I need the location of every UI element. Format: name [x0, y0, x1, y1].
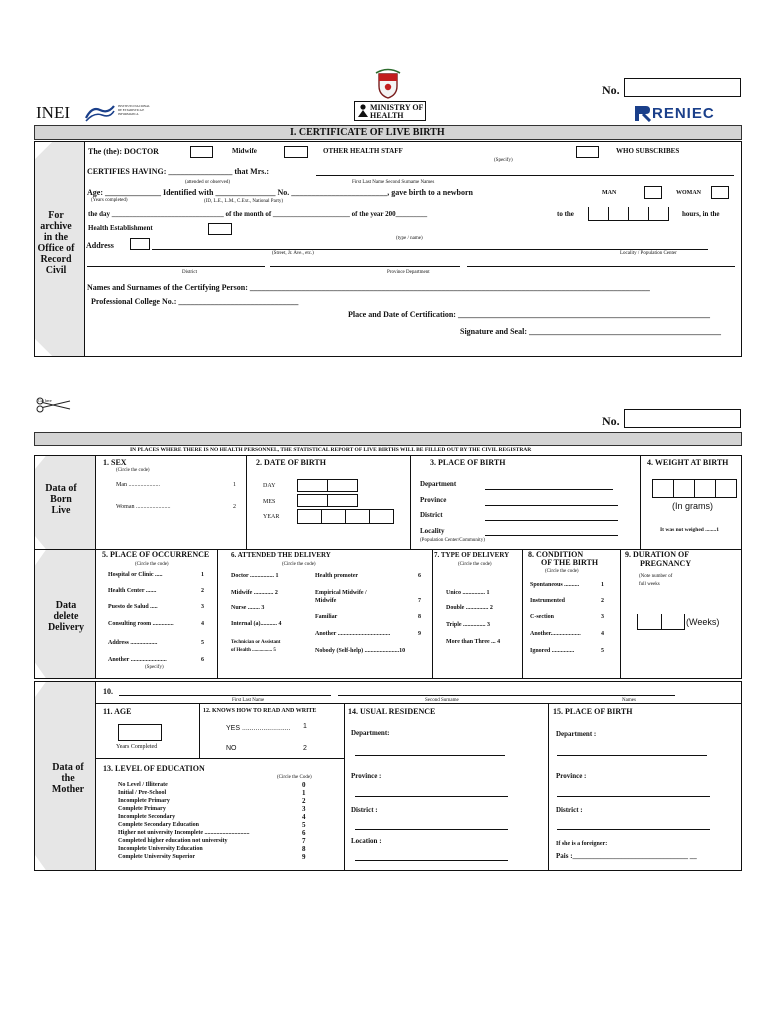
- attended-empirical-line2[interactable]: Midwife: [315, 598, 337, 604]
- weeks-caption: (Weeks): [686, 617, 720, 627]
- reniec-logo: [634, 104, 742, 122]
- month-box[interactable]: [327, 494, 358, 507]
- mother-age-box[interactable]: [118, 724, 162, 741]
- attended-familiar[interactable]: Familiar: [315, 614, 338, 620]
- pob-department-line[interactable]: [485, 489, 613, 490]
- born-side-divider: [95, 455, 96, 550]
- education-code[interactable]: 9: [302, 853, 306, 861]
- attended-caption: (attended or observed): [185, 180, 230, 185]
- weight-title: 4. WEIGHT AT BIRTH: [647, 458, 729, 467]
- attended-empirical-code[interactable]: 7: [418, 598, 421, 604]
- born-col-divider: [246, 455, 247, 550]
- weight-box[interactable]: [673, 479, 695, 498]
- residence-department-line[interactable]: [355, 755, 505, 756]
- mother-pob-province-label: Province :: [556, 772, 587, 780]
- occurrence-code[interactable]: 6: [201, 657, 204, 663]
- hours-label: hours, in the: [682, 210, 720, 218]
- ministry-logo: [354, 101, 426, 121]
- professional-college-label: Professional College No.: ______________________________: [91, 297, 299, 306]
- usual-residence-title: 14. USUAL RESIDENCE: [348, 707, 436, 716]
- residence-province-label: Province :: [351, 772, 382, 780]
- year-label: YEAR: [263, 514, 280, 520]
- ministry-logo-text: MINISTRY OF HEALTH: [370, 103, 424, 120]
- doctor-label: The (the): DOCTOR: [88, 147, 159, 156]
- pob-district-line[interactable]: [485, 520, 618, 521]
- specify-caption: (Specify): [494, 158, 513, 163]
- type-double[interactable]: Double ............... 2: [446, 605, 493, 611]
- type-circle-caption: (Circle the code): [458, 562, 492, 567]
- occurrence-option[interactable]: Another ........................: [108, 657, 167, 663]
- condition-circle-caption: (Circle the code): [545, 569, 579, 574]
- occurrence-option[interactable]: Consulting room ..............: [108, 621, 174, 627]
- second-surname-caption: Second Surname: [425, 698, 459, 703]
- who-subscribes-label: WHO SUBSCRIBES: [616, 147, 680, 155]
- signature-seal-label: Signature and Seal: ________________________________________________: [460, 327, 721, 336]
- population-center-caption: (Population Center/Community): [420, 538, 485, 543]
- duration-note-line2: full weeks: [639, 582, 660, 587]
- first-last-name-caption: First Last Name: [232, 698, 265, 703]
- report-number-field[interactable]: [624, 409, 741, 428]
- date-of-birth-title: 2. DATE OF BIRTH: [256, 458, 326, 467]
- address-label: Address: [86, 241, 114, 250]
- age-title: 11. AGE: [103, 707, 132, 716]
- province-line: [270, 266, 460, 267]
- mother-name-line: [316, 175, 734, 176]
- attended-promoter[interactable]: Health promoter: [315, 573, 359, 579]
- pob-department-label: Department: [420, 480, 457, 488]
- sex-woman-code[interactable]: 2: [233, 504, 236, 510]
- occurrence-code[interactable]: 5: [201, 640, 204, 646]
- pob-locality-label: Locality: [420, 527, 445, 535]
- education-option[interactable]: Complete Secondary Education: [118, 822, 199, 828]
- person-icon: [357, 104, 369, 118]
- mother-name-row-divider: [95, 703, 741, 704]
- education-code[interactable]: 3: [302, 805, 306, 813]
- certificate-number-field[interactable]: [624, 78, 741, 97]
- mother-pob-department-label: Department :: [556, 730, 597, 738]
- health-establishment-box[interactable]: [208, 223, 232, 235]
- education-option[interactable]: Complete University Superior: [118, 854, 195, 860]
- occurrence-option[interactable]: Hospital or Clinic .....: [108, 572, 163, 578]
- not-weighed-option[interactable]: It was not weighed ........1: [660, 527, 719, 533]
- occurrence-option[interactable]: Health Center .......: [108, 588, 157, 594]
- age-label: Age: ______________ Identified with _______________ No. ________________________, gave birth to a newborn: [87, 188, 473, 197]
- residence-location-label: Location :: [351, 837, 382, 845]
- certificate-title: I. CERTIFICATE OF LIVE BIRTH: [290, 127, 445, 138]
- type-more-three[interactable]: More than Three ... 4: [446, 639, 501, 645]
- mother-col-divider: [199, 703, 200, 759]
- certifying-person-label: Names and Surnames of the Certifying Person: ____________________________________________________________________________________________________: [87, 283, 650, 292]
- certifies-label: CERTIFIES HAVING: ________________ that Mrs.:: [87, 167, 270, 176]
- education-code[interactable]: 6: [302, 829, 306, 837]
- read-write-yes[interactable]: YES .........................: [226, 725, 291, 732]
- condition-title-line2: OF THE BIRTH: [541, 558, 599, 567]
- education-code[interactable]: 4: [302, 813, 306, 821]
- duration-title: 9. DURATION OF: [625, 550, 690, 559]
- born-col-divider: [640, 455, 641, 550]
- year-box[interactable]: [369, 509, 394, 524]
- education-option[interactable]: No Level / Illiterate: [118, 782, 168, 788]
- attended-circle-caption: (Circle the code): [282, 562, 316, 567]
- reniec-logo-text: RENIEC: [652, 105, 715, 122]
- district-line: [87, 266, 265, 267]
- education-option[interactable]: Incomplete Primary: [118, 798, 170, 804]
- education-code[interactable]: 1: [302, 789, 306, 797]
- attended-promoter-code[interactable]: 6: [418, 573, 421, 579]
- years-completed-caption: Years Completed: [116, 744, 158, 750]
- cut-here-label: Cut here: [38, 398, 52, 403]
- mother-side-divider: [95, 681, 96, 871]
- other-staff-checkbox[interactable]: [576, 146, 599, 158]
- midwife-label: Midwife: [232, 147, 257, 155]
- attended-nurse[interactable]: Nurse ........ 3: [231, 605, 265, 611]
- year-box[interactable]: [321, 509, 346, 524]
- education-option[interactable]: Incomplete University Education: [118, 846, 203, 852]
- in-grams-caption: (In grams): [672, 501, 714, 511]
- years-completed-caption: (Years completed): [91, 198, 128, 203]
- condition-spontaneous-code[interactable]: 1: [601, 582, 604, 588]
- education-code[interactable]: 2: [302, 797, 306, 805]
- civil-registrar-note: IN PLACES WHERE THERE IS NO HEALTH PERSONNEL, THE STATISTICAL REPORT OF LIVE BIRTHS WILL BE FILLED OUT BY THE CIVIL REGISTRAR: [130, 447, 532, 453]
- foreigner-label: If she is a foreigner:: [556, 841, 608, 847]
- mother-col-divider: [548, 703, 549, 871]
- education-option[interactable]: Higher not university Incomplete ..............................: [118, 830, 250, 836]
- reniec-mark-icon: [634, 104, 652, 122]
- day-label: DAY: [263, 483, 276, 489]
- month-label: MES: [263, 499, 276, 505]
- sex-woman-option[interactable]: Woman .......................: [116, 504, 171, 510]
- no-label-2: No.: [602, 414, 620, 428]
- delivery-col-divider: [217, 549, 218, 679]
- section-two-bar: [34, 432, 742, 446]
- education-option[interactable]: Completed higher education not university: [118, 838, 228, 844]
- attended-familiar-code[interactable]: 8: [418, 614, 421, 620]
- weight-box[interactable]: [694, 479, 716, 498]
- pob-locality-line[interactable]: [485, 535, 618, 536]
- doctor-checkbox[interactable]: [190, 146, 213, 158]
- minute-digit-box[interactable]: [648, 207, 669, 221]
- street-caption: (Street, Jr. Ave., etc.): [272, 251, 314, 256]
- education-option[interactable]: Complete Primary: [118, 806, 166, 812]
- occurrence-specify-caption: (Specify): [145, 665, 164, 670]
- delivery-col-divider: [620, 549, 621, 679]
- occurrence-circle-caption: (Circle the code): [135, 562, 169, 567]
- education-option[interactable]: Initial / Pre-School: [118, 790, 167, 796]
- education-circle-caption: (Circle the Code): [277, 775, 312, 780]
- locality-caption: Locality / Population Center: [620, 251, 677, 256]
- names-caption: First Last Name Second Surname Names: [352, 180, 435, 185]
- attended-internal[interactable]: Internal (a)........... 4: [231, 621, 282, 627]
- read-write-no[interactable]: NO: [226, 745, 237, 752]
- attended-nobody[interactable]: Nobody (Self-help) .......................10: [315, 648, 406, 654]
- weeks-digit-box[interactable]: [661, 614, 685, 630]
- education-option[interactable]: Incomplete Secondary: [118, 814, 176, 820]
- type-unico[interactable]: Unico ............... 1: [446, 590, 490, 596]
- day-box[interactable]: [327, 479, 358, 492]
- delivery-col-divider: [522, 549, 523, 679]
- pais-label[interactable]: Pais :_________________________________ __: [556, 852, 697, 860]
- place-of-birth-title: 3. PLACE OF BIRTH: [430, 458, 506, 467]
- day-box[interactable]: [297, 479, 328, 492]
- condition-csection-code[interactable]: 3: [601, 614, 604, 620]
- year-box[interactable]: [297, 509, 322, 524]
- condition-another[interactable]: Another....................: [530, 631, 581, 637]
- inei-logo-text: INEI: [36, 103, 70, 122]
- duration-note: (Note number of: [639, 574, 673, 579]
- read-write-no-code[interactable]: 2: [303, 745, 307, 752]
- occurrence-code[interactable]: 1: [201, 572, 204, 578]
- read-write-yes-code[interactable]: 1: [303, 723, 307, 730]
- hour-digit-box[interactable]: [588, 207, 609, 221]
- attended-empirical[interactable]: Empirical Midwife /: [315, 590, 367, 596]
- weeks-boxes[interactable]: [637, 614, 685, 630]
- woman-label: WOMAN: [676, 190, 701, 196]
- mother-side-label: Data of the Mother: [51, 762, 85, 795]
- mother-first-lastname-line[interactable]: [119, 695, 331, 696]
- condition-csection[interactable]: C-section: [530, 614, 554, 620]
- attended-another-code[interactable]: 9: [418, 631, 421, 637]
- type-triple[interactable]: Triple ............... 3: [446, 622, 491, 628]
- mother-col-divider: [344, 703, 345, 871]
- pob-province-line[interactable]: [485, 505, 618, 506]
- education-code[interactable]: 8: [302, 845, 306, 853]
- mother-pob-province-line[interactable]: [557, 796, 710, 797]
- mother-second-surname-line[interactable]: [338, 695, 675, 696]
- occurrence-title: 5. PLACE OF OCCURRENCE: [102, 550, 210, 559]
- education-title: 13. LEVEL OF EDUCATION: [103, 764, 205, 773]
- minute-digit-box[interactable]: [628, 207, 649, 221]
- inei-logo: [36, 100, 150, 124]
- place-date-certification-label: Place and Date of Certification: _______________________________________________________________: [348, 310, 710, 319]
- condition-spontaneous[interactable]: Spontaneous ..........: [530, 582, 580, 588]
- pob-district-label: District: [420, 511, 443, 519]
- mother-pob-department-line[interactable]: [557, 755, 707, 756]
- read-write-title: 12. KNOWS HOW TO READ AND WRITE: [203, 708, 317, 714]
- education-list: [118, 782, 313, 864]
- occurrence-option[interactable]: Address ..................: [108, 640, 158, 646]
- to-the-label: to the: [557, 210, 574, 218]
- mother-age-row-divider: [95, 758, 344, 759]
- occurrence-list: [108, 572, 212, 672]
- attended-technician[interactable]: Technician or Assistant: [231, 640, 281, 645]
- condition-instrumented[interactable]: Instrumented: [530, 598, 566, 604]
- weeks-digit-box[interactable]: [637, 614, 662, 630]
- hour-boxes[interactable]: [588, 207, 670, 221]
- weight-box[interactable]: [715, 479, 737, 498]
- occurrence-code[interactable]: 4: [201, 621, 204, 627]
- certificate-side-label: For archive in the Office of Record Civil: [37, 210, 75, 276]
- midwife-checkbox[interactable]: [284, 146, 308, 158]
- birth-date-line: the day ________________________________ of the month of ______________________ of the year 200_________: [88, 210, 428, 218]
- attended-technician-line2[interactable]: of Health ................ 5: [231, 648, 276, 653]
- condition-another-code[interactable]: 4: [601, 631, 604, 637]
- inei-subtitle: INSTITUTO NACIONAL DE ESTADISTICA E INFORMATICA: [118, 104, 150, 116]
- hour-digit-box[interactable]: [608, 207, 629, 221]
- other-staff-label: OTHER HEALTH STAFF: [323, 147, 403, 155]
- inei-wave-icon: [84, 102, 116, 122]
- residence-location-line[interactable]: [355, 860, 508, 861]
- certificate-side-divider: [84, 141, 85, 357]
- education-code[interactable]: 5: [302, 821, 306, 829]
- mother-pob-district-label: District :: [556, 806, 583, 814]
- department-line: [467, 266, 735, 267]
- type-delivery-title: 7. TYPE OF DELIVERY: [434, 551, 510, 559]
- id-caption: (ID, L.E., L.M., C.Ext., National Party): [204, 199, 284, 204]
- sex-title: 1. SEX: [103, 458, 127, 467]
- address-box[interactable]: [130, 238, 150, 250]
- sex-man-code[interactable]: 1: [233, 482, 236, 488]
- man-checkbox[interactable]: [644, 186, 662, 199]
- mother-place-of-birth-title: 15. PLACE OF BIRTH: [553, 707, 633, 716]
- sex-circle-caption: (Circle the code): [116, 468, 150, 473]
- condition-ignored-code[interactable]: 5: [601, 648, 604, 654]
- attended-title: 6. ATTENDED THE DELIVERY: [231, 551, 331, 559]
- type-name-caption: (type / name): [396, 236, 423, 241]
- woman-checkbox[interactable]: [711, 186, 729, 199]
- no-label: No.: [602, 83, 620, 97]
- delivery-side-label: Data delete Delivery: [47, 600, 85, 633]
- attended-doctor[interactable]: Doctor ................ 1: [231, 573, 279, 579]
- residence-department-label: Department:: [351, 729, 390, 737]
- education-code[interactable]: 0: [302, 781, 306, 789]
- man-label: MAN: [602, 190, 617, 196]
- year-box[interactable]: [345, 509, 370, 524]
- attended-another[interactable]: Another ...................................: [315, 631, 391, 637]
- health-establishment-label: Health Establishment: [88, 224, 153, 232]
- delivery-side-divider: [95, 549, 96, 679]
- weight-box[interactable]: [652, 479, 674, 498]
- condition-ignored[interactable]: Ignored ...............: [530, 648, 575, 654]
- address-line: [152, 249, 708, 250]
- residence-district-line[interactable]: [355, 829, 508, 830]
- delivery-col-divider: [432, 549, 433, 679]
- pob-province-label: Province: [420, 496, 447, 504]
- mother-pob-district-line[interactable]: [557, 829, 710, 830]
- condition-title: 8. CONDITION: [528, 550, 584, 559]
- duration-title-line2: PREGNANCY: [640, 559, 692, 568]
- attended-midwife[interactable]: Midwife ............. 2: [231, 590, 278, 596]
- education-code[interactable]: 7: [302, 837, 306, 845]
- residence-district-label: District :: [351, 806, 378, 814]
- month-box[interactable]: [297, 494, 328, 507]
- mother-name-number: 10.: [103, 687, 113, 696]
- born-side-label: Data of Born Live: [45, 483, 77, 516]
- residence-province-line[interactable]: [355, 796, 508, 797]
- names-caption: Names: [622, 698, 636, 703]
- occurrence-code[interactable]: 2: [201, 588, 204, 594]
- peru-shield-icon: [373, 68, 403, 100]
- sex-man-option[interactable]: Man .....................: [116, 482, 160, 488]
- occurrence-code[interactable]: 3: [201, 604, 204, 610]
- occurrence-option[interactable]: Puesto de Salud .....: [108, 604, 158, 610]
- province-department-caption: Province Department: [387, 270, 430, 275]
- condition-instrumented-code[interactable]: 2: [601, 598, 604, 604]
- district-caption: District: [182, 270, 197, 275]
- born-col-divider: [410, 455, 411, 550]
